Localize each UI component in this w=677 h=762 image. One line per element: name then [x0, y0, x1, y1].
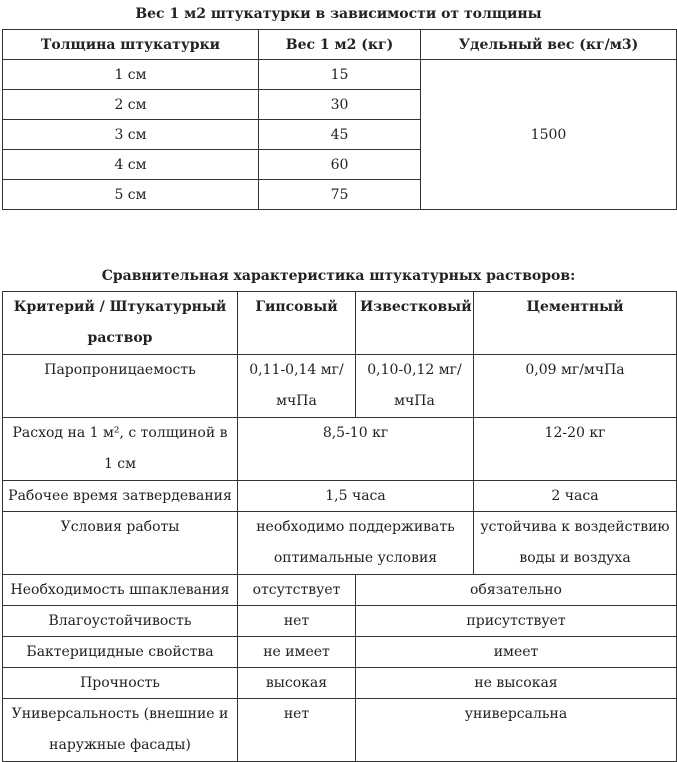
cell-gypsum-lime: 8,5-10 кг	[238, 418, 474, 481]
header-specific-weight: Удельный вес (кг/м3)	[421, 30, 677, 60]
table-header-row	[3, 30, 677, 60]
table-header-row	[3, 292, 677, 355]
table1-caption: Вес 1 м2 штукатурки в зависимости от толщины	[135, 6, 542, 22]
cell-gypsum: нет	[238, 699, 356, 762]
cell-gypsum: нет	[238, 606, 356, 637]
cell-specific-weight: 1500	[421, 60, 677, 210]
table-row	[3, 418, 677, 481]
cell-gypsum-lime: необходимо поддерживать оптимальные условия	[238, 512, 474, 575]
table-row	[3, 668, 677, 699]
header-cement: Цементный	[474, 292, 677, 355]
table-row	[3, 637, 677, 668]
table-row	[3, 575, 677, 606]
cell-gypsum: высокая	[238, 668, 356, 699]
cell-thickness: 5 см	[3, 180, 259, 210]
header-thickness: Толщина штукатурки	[3, 30, 259, 60]
cell-cement: 12-20 кг	[474, 418, 677, 481]
cell-weight: 30	[259, 90, 421, 120]
cell-thickness: 1 см	[3, 60, 259, 90]
cell-weight: 60	[259, 150, 421, 180]
cell-gypsum: не имеет	[238, 637, 356, 668]
cell-criterion: Рабочее время затвердевания	[3, 481, 238, 512]
cell-lime-cement: не высокая	[356, 668, 677, 699]
table-row	[3, 512, 677, 575]
cell-criterion: Паропроницаемость	[3, 355, 238, 418]
cell-criterion: Универсальность (внешние и наружные фасады)	[3, 699, 238, 762]
table-row	[3, 60, 677, 90]
plaster-weight-table	[2, 29, 677, 210]
plaster-comparison-table	[2, 291, 677, 762]
table-row	[3, 355, 677, 418]
cell-thickness: 3 см	[3, 120, 259, 150]
cell-criterion: Прочность	[3, 668, 238, 699]
cell-gypsum: 0,11-0,14 мг/мчПа	[238, 355, 356, 418]
cell-lime-cement: присутствует	[356, 606, 677, 637]
cell-cement: 0,09 мг/мчПа	[474, 355, 677, 418]
table-row	[3, 606, 677, 637]
cell-weight: 75	[259, 180, 421, 210]
cell-weight: 45	[259, 120, 421, 150]
header-gypsum: Гипсовый	[238, 292, 356, 355]
header-criterion: Критерий / Штукатурный раствор	[3, 292, 238, 355]
cell-cement: 2 часа	[474, 481, 677, 512]
cell-criterion: Необходимость шпаклевания	[3, 575, 238, 606]
cell-gypsum-lime: 1,5 часа	[238, 481, 474, 512]
table-row	[3, 481, 677, 512]
cell-criterion: Условия работы	[3, 512, 238, 575]
cell-criterion: Влагоустойчивость	[3, 606, 238, 637]
table-row	[3, 699, 677, 762]
cell-thickness: 2 см	[3, 90, 259, 120]
cell-criterion: Бактерицидные свойства	[3, 637, 238, 668]
cell-lime: 0,10-0,12 мг/мчПа	[356, 355, 474, 418]
cell-thickness: 4 см	[3, 150, 259, 180]
table2-caption: Сравнительная характеристика штукатурных растворов:	[101, 268, 576, 284]
cell-weight: 15	[259, 60, 421, 90]
cell-lime-cement: имеет	[356, 637, 677, 668]
cell-criterion: Расход на 1 м², с толщиной в 1 см	[3, 418, 238, 481]
header-weight: Вес 1 м2 (кг)	[259, 30, 421, 60]
cell-lime-cement: обязательно	[356, 575, 677, 606]
header-lime: Известковый	[356, 292, 474, 355]
cell-lime-cement: универсальна	[356, 699, 677, 762]
cell-gypsum: отсутствует	[238, 575, 356, 606]
cell-cement: устойчива к воздействию воды и воздуха	[474, 512, 677, 575]
